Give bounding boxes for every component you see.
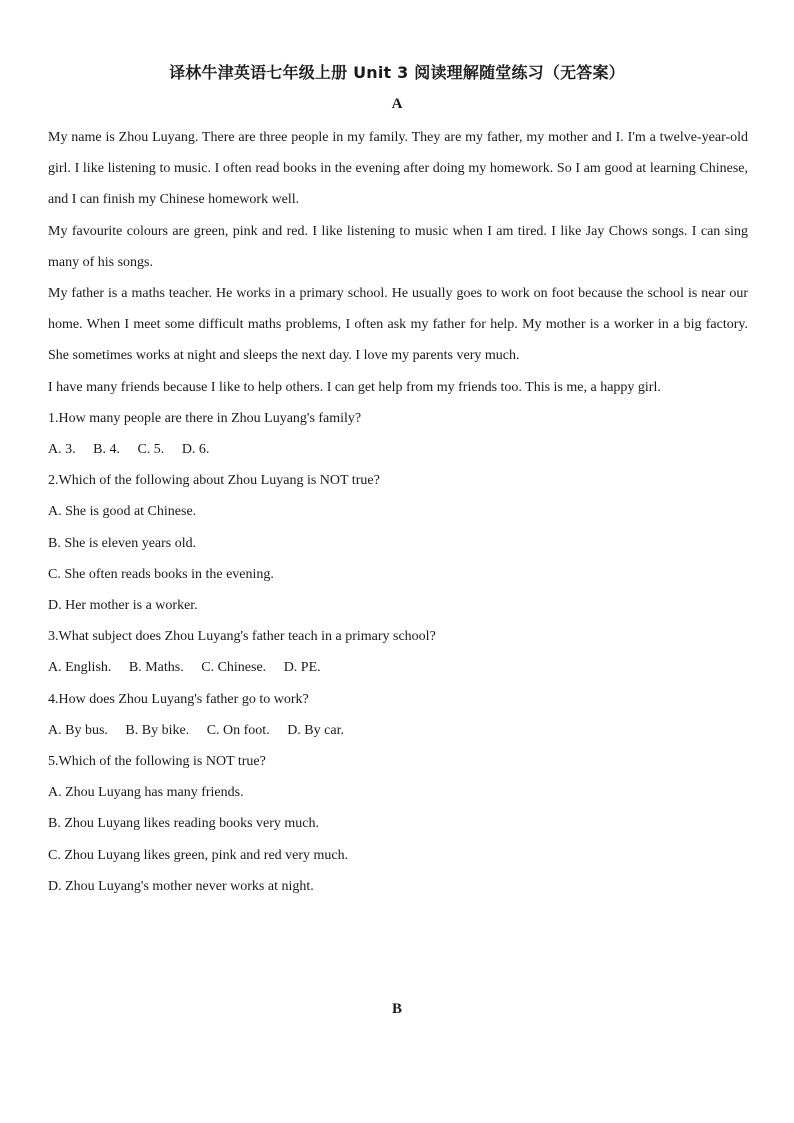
question-4-option-a: A. By bus. (48, 722, 108, 738)
question-3: 3.What subject does Zhou Luyang's father teach in a primary school? (48, 629, 436, 645)
question-4-option-b: B. By bike. (125, 722, 190, 738)
question-4-option-c: C. On foot. (206, 722, 270, 738)
question-1-option-a: A. 3. (48, 442, 76, 458)
passage-paragraph-4: I have many friends because I like to help others. I can get help from my friends too. This is me, a happy girl. (48, 379, 661, 395)
section-a-content (48, 122, 748, 902)
question-2-option-c: C. She often reads books in the evening. (48, 566, 274, 582)
question-2-option-b: B. She is eleven years old. (48, 535, 197, 551)
question-3-option-c: C. Chinese. (201, 660, 267, 676)
passage-paragraph-2: My favourite colours are green, pink and red. I like listening to music when I am tired. I like Jay Chows songs. I can sing many of his songs. (48, 223, 748, 270)
question-5-option-a: A. Zhou Luyang has many friends. (48, 785, 244, 801)
question-3-option-d: D. PE. (283, 660, 321, 676)
question-1-option-c: C. 5. (137, 442, 165, 458)
question-4-option-d: D. By car. (287, 722, 344, 738)
question-5-option-b: B. Zhou Luyang likes reading books very much. (48, 816, 320, 832)
question-2-option-a: A. She is good at Chinese. (48, 504, 197, 520)
question-4-options (48, 715, 748, 746)
question-3-options (48, 652, 748, 683)
question-5-option-d: D. Zhou Luyang's mother never works at night. (48, 878, 314, 894)
document-title: 译林牛津英语七年级上册 Unit 3 阅读理解随堂练习（无答案） (169, 63, 625, 82)
question-3-option-a: A. English. (48, 660, 112, 676)
question-2-option-d: D. Her mother is a worker. (48, 598, 198, 614)
question-1-options (48, 434, 748, 465)
question-5: 5.Which of the following is NOT true? (48, 754, 266, 770)
passage-paragraph-1: My name is Zhou Luyang. There are three people in my family. They are my father, my mother and I. I'm a twelve-year-old girl. I like listening to music. I often read books in the evening after doing my homework. So I am good at learning Chinese, and I can finish my Chinese homework well. (48, 130, 748, 208)
question-4: 4.How does Zhou Luyang's father go to work? (48, 691, 309, 707)
passage-paragraph-3: My father is a maths teacher. He works in a primary school. He usually goes to work on foot because the school is near our home. When I meet some difficult maths problems, I often ask my father for help. My mother is a worker in a big factory. She sometimes works at night and sleeps the next day. I love my parents very much. (48, 286, 748, 364)
question-1-option-d: D. 6. (181, 442, 210, 458)
question-5-option-c: C. Zhou Luyang likes green, pink and red very much. (48, 847, 349, 863)
question-3-option-b: B. Maths. (128, 660, 184, 676)
section-b-label: B (391, 1001, 402, 1017)
question-1-option-b: B. 4. (93, 442, 120, 458)
question-1: 1.How many people are there in Zhou Luyang's family? (48, 410, 362, 426)
section-a-label: A (391, 96, 403, 112)
question-2: 2.Which of the following about Zhou Luyang is NOT true? (48, 473, 380, 489)
